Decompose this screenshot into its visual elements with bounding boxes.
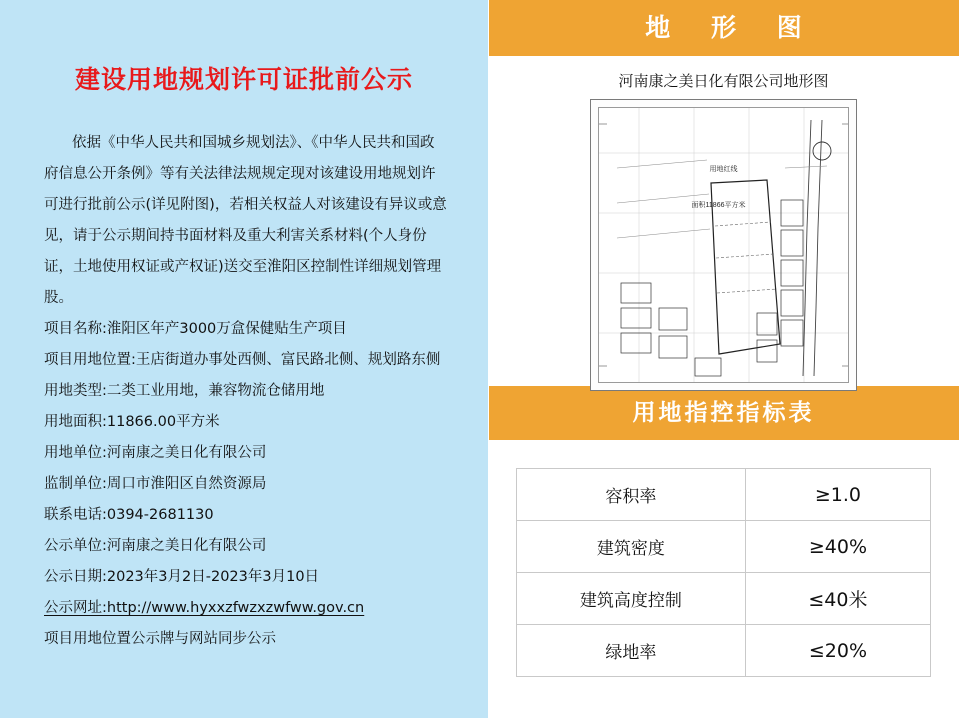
indicator-value-building-height: ≤40米 (745, 573, 930, 625)
panel-divider (488, 0, 489, 718)
field-contact-phone: 联系电话:0394-2681130 (44, 507, 214, 523)
field-publish-date: 公示日期:2023年3月2日-2023年3月10日 (44, 569, 320, 585)
map-vector-drawing (599, 108, 849, 383)
table-row (517, 573, 931, 625)
indicator-name-building-height: 建筑高度控制 (517, 573, 746, 625)
map-label-area: 面积11866平方米 (691, 202, 746, 209)
field-land-unit: 用地单位:河南康之美日化有限公司 (44, 445, 267, 461)
notice-body (44, 128, 448, 655)
field-publish-url: 公示网址:http://www.hyxxzfwzxzwfww.gov.cn (44, 600, 365, 616)
topographic-map-area (488, 56, 959, 386)
table-row (517, 625, 931, 677)
map-drawing (598, 107, 849, 383)
notice-paragraph: 依据《中华人民共和国城乡规划法》、《中华人民共和国政府信息公开条例》等有关法律法规规定现对该建设用地规划许可进行批前公示(详见附图)，若相关权益人对该建设有异议或意见，请于公示期间持书面材料及重大利害关系材料(个人身份证，土地使用权证或产权证)送交至淮阳区控制性详细规划管理股。 (44, 135, 447, 306)
indicator-value-green-ratio: ≤20% (745, 625, 930, 677)
map-frame (590, 99, 857, 391)
table-row (517, 521, 931, 573)
field-land-area: 用地面积:11866.00平方米 (44, 414, 220, 430)
map-band-title: 地 形 图 (488, 0, 959, 56)
indicator-name-plot-ratio: 容积率 (517, 469, 746, 521)
table-row (517, 469, 931, 521)
indicators-table-wrapper (488, 440, 959, 677)
field-supervising-unit: 监制单位:周口市淮阳区自然资源局 (44, 476, 267, 492)
page-title: 建设用地规划许可证批前公示 (74, 65, 413, 94)
field-publishing-unit: 公示单位:河南康之美日化有限公司 (44, 538, 267, 554)
indicator-value-plot-ratio: ≥1.0 (745, 469, 930, 521)
indicator-name-green-ratio: 绿地率 (517, 625, 746, 677)
field-project-name: 项目名称:淮阳区年产3000万盒保健贴生产项目 (44, 321, 347, 337)
field-land-type: 用地类型:二类工业用地，兼容物流仓储用地 (44, 383, 325, 399)
map-caption: 河南康之美日化有限公司地形图 (618, 72, 829, 90)
field-project-location: 项目用地位置:王店街道办事处西侧、富民路北侧、规划路东侧 (44, 352, 441, 368)
indicators-band-title: 用地指控指标表 (488, 386, 959, 440)
map-and-indicators-panel (488, 0, 959, 718)
indicator-name-building-density: 建筑密度 (517, 521, 746, 573)
indicator-value-building-density: ≥40% (745, 521, 930, 573)
map-label-boundary: 用地红线 (709, 166, 738, 173)
indicators-table (516, 468, 931, 677)
field-footer-note: 项目用地位置公示牌与网站同步公示 (44, 631, 276, 647)
